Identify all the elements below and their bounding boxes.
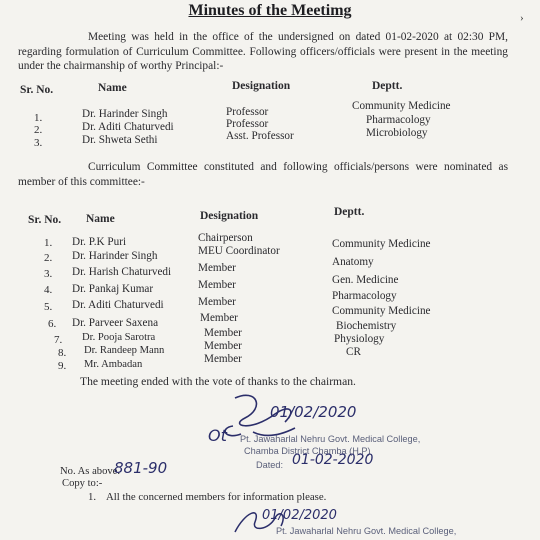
row-sr: 1.: [44, 237, 53, 249]
stamp-2-line-1: Pt. Jawaharlal Nehru Govt. Medical College,: [276, 526, 457, 536]
row-name: Dr. Pankaj Kumar: [72, 283, 154, 295]
row-sr: 8.: [58, 347, 67, 359]
row-designation: Professor: [226, 118, 269, 130]
row-name: Dr. P.K Puri: [72, 236, 127, 248]
intro-paragraph: Meeting was held in the office of the undersigned on dated 01-02-2020 at 02:30 PM, regarding formulation of Curriculum Committee. Following officers/officials were present in the meeting under the chairmanship of worthy Principal:-: [18, 31, 508, 72]
row-designation: Professor: [226, 106, 269, 118]
col-header-designation: Designation: [200, 210, 259, 222]
row-sr: 5.: [44, 301, 53, 313]
row-name: Dr. Parveer Saxena: [72, 317, 159, 329]
row-name: Dr. Aditi Chaturvedi: [82, 121, 174, 133]
col-header-name: Name: [86, 213, 115, 225]
row-name: Dr. Harish Chaturvedi: [72, 266, 172, 278]
row-name: Dr. Shweta Sethi: [82, 134, 158, 146]
row-designation: Asst. Professor: [226, 130, 294, 142]
signature-date: 01/02/2020: [270, 403, 357, 421]
row-deptt: Gen. Medicine: [332, 274, 399, 286]
row-deptt: Pharmacology: [366, 114, 431, 126]
col-header-deptt: Deptt.: [372, 80, 403, 92]
row-deptt: Biochemistry: [336, 320, 397, 332]
row-sr: 2.: [34, 124, 43, 136]
row-name: Dr. Harinder Singh: [72, 250, 158, 262]
row-designation: Member: [198, 279, 236, 291]
row-sr: 7.: [54, 334, 63, 346]
row-deptt: Anatomy: [332, 256, 374, 268]
row-deptt: Pharmacology: [332, 290, 397, 302]
row-deptt: Microbiology: [366, 127, 428, 139]
dated-label: Dated:: [256, 460, 284, 470]
stamp-line-1: Pt. Jawaharlal Nehru Govt. Medical College,: [240, 434, 421, 444]
row-sr: 6.: [48, 318, 57, 330]
col-header-sr: Sr. No.: [28, 214, 62, 226]
reference-number: 881-90: [114, 459, 168, 477]
col-header-name: Name: [98, 82, 127, 94]
row-sr: 4.: [44, 284, 53, 296]
copy-item-text: All the concerned members for information please.: [106, 491, 327, 503]
row-designation: Member: [204, 340, 242, 352]
dated-value: 01-02-2020: [292, 452, 374, 468]
reference-label: No. As above.: [60, 466, 121, 477]
row-designation: Member: [198, 262, 236, 274]
row-designation: Chairperson: [198, 232, 253, 244]
col-header-designation: Designation: [232, 80, 291, 92]
signature-initials: Ot: [208, 426, 227, 445]
row-designation: Member: [204, 353, 242, 365]
copy-to-label: Copy to:-: [62, 478, 103, 489]
signature-2-date: 01/02/2020: [262, 508, 337, 523]
row-sr: 3.: [34, 137, 43, 149]
row-name: Mr. Ambadan: [84, 359, 143, 370]
row-name: Dr. Harinder Singh: [82, 108, 168, 120]
row-sr: 9.: [58, 360, 67, 372]
committee-paragraph: Curriculum Committee constituted and following officials/persons were nominated as member of this committee:-: [18, 161, 508, 188]
row-deptt: CR: [346, 346, 361, 358]
row-sr: 1.: [34, 112, 43, 124]
row-sr: 2.: [44, 252, 53, 264]
row-deptt: Community Medicine: [332, 305, 431, 317]
col-header-sr: Sr. No.: [20, 84, 54, 96]
row-deptt: Community Medicine: [332, 238, 431, 250]
margin-mark: ›: [520, 12, 524, 24]
row-sr: 3.: [44, 268, 53, 280]
row-deptt: Community Medicine: [352, 100, 451, 112]
closing-line: The meeting ended with the vote of thanks to the chairman.: [80, 375, 356, 388]
row-designation: MEU Coordinator: [198, 245, 280, 257]
row-name: Dr. Pooja Sarotra: [82, 332, 156, 343]
page-title: Minutes of the Meetimg: [188, 2, 352, 19]
row-designation: Member: [200, 312, 238, 324]
stamp-line-2: Chamba District Chamba (H.P): [244, 446, 371, 456]
col-header-deptt: Deptt.: [334, 206, 365, 218]
row-designation: Member: [198, 296, 236, 308]
row-designation: Member: [204, 327, 242, 339]
row-name: Dr. Aditi Chaturvedi: [72, 299, 164, 311]
row-deptt: Physiology: [334, 333, 385, 345]
row-name: Dr. Randeep Mann: [84, 345, 165, 356]
copy-item-number: 1.: [88, 491, 97, 503]
